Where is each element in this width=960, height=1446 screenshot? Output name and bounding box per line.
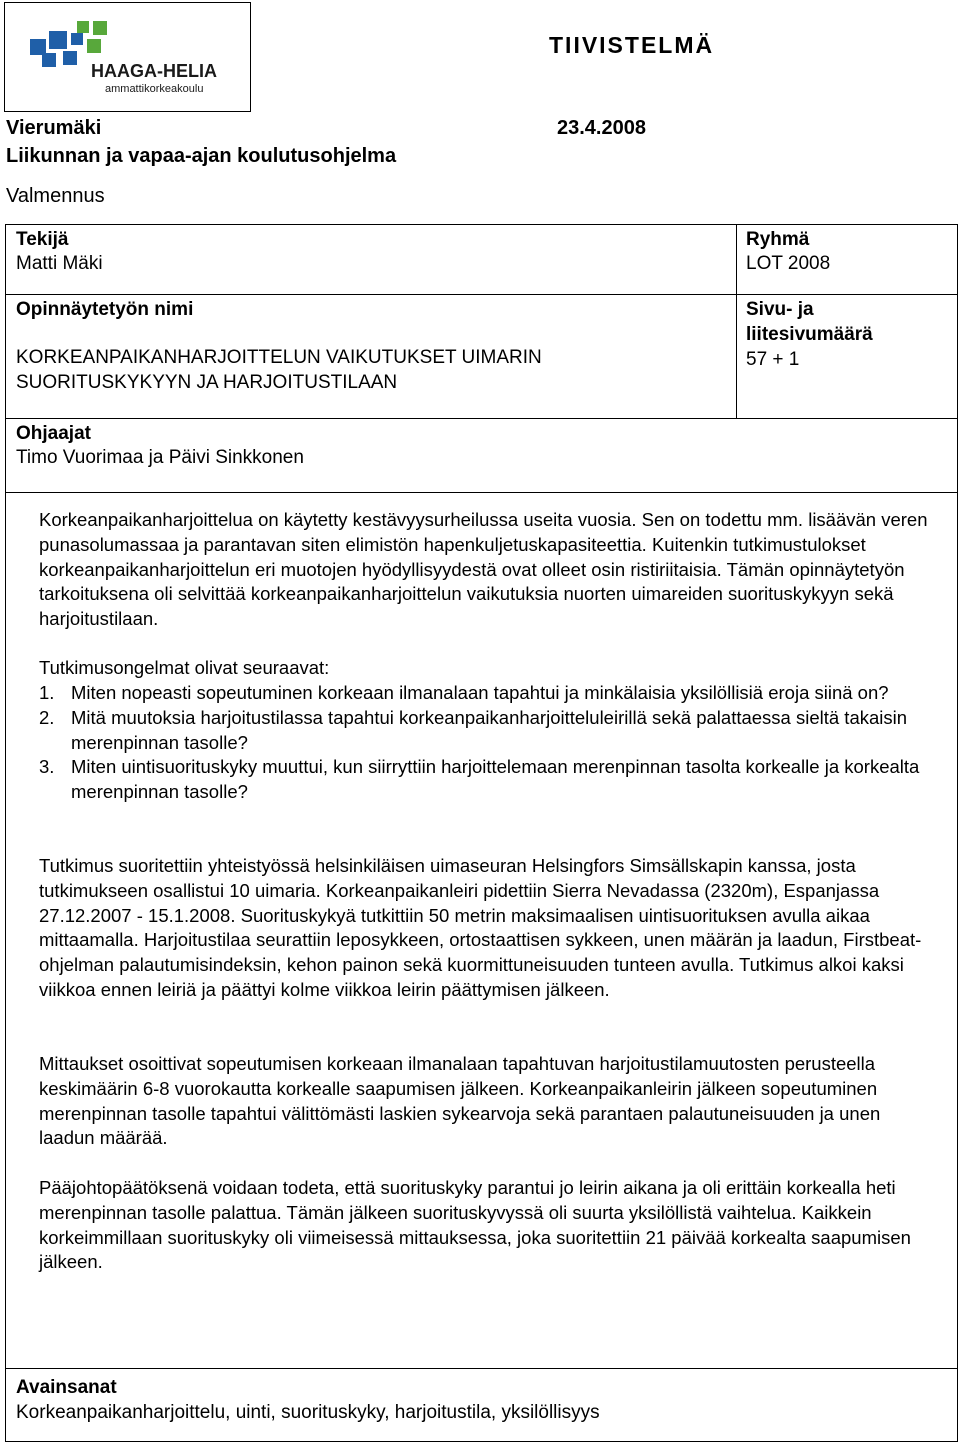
supervisors-value: Timo Vuorimaa ja Päivi Sinkkonen	[16, 447, 304, 468]
table-top-border	[5, 224, 958, 225]
document-type: TIIVISTELMÄ	[549, 32, 715, 58]
list-item-text: Mitä muutoksia harjoitustilassa tapahtui korkeanpaikanharjoitteluleirillä sekä palattaessa sieltä takaisin merenpinnan tasolle?	[71, 706, 908, 753]
degree-programme: Liikunnan ja vapaa-ajan koulutusohjelma	[6, 145, 397, 167]
logo-box	[4, 2, 251, 112]
abstract-paragraph-1: Korkeanpaikanharjoittelua on käytetty kestävyysurheilussa useita vuosia. Sen on todettu mm. lisäävän veren punasolumassaa ja parantavan siten elimistön hapenkuljetuskapasiteettia. Kuitenkin tutkimustulokset korkeanpaikanharjoittelun eri muotojen hyödyllisyydestä ovat olleet osin ristiriitaisia. Tämän opinnäytetyön tarkoituksena oli selvittää korkeanpaikanharjoittelun vaikutuksia nuorten uimareiden suorituskykyyn sekä harjoitustilaan.	[39, 509, 928, 630]
list-item-number: 3.	[39, 756, 55, 778]
abstract-paragraph-4: Pääjohtopäätöksenä voidaan todeta, että suorituskyky parantui jo leirin aikana ja oli erittäin korkealla heti merenpinnan tasolle palattua. Tämän jälkeen suorituskyvyssä oli suurta yksilöllistä vaihtelua. Kaikkein korkeimmillaan suorituskyky oli viimeisessä mittauksessa, joka suoritettiin 21 päivää korkealta saapumisen jälkeen.	[39, 1177, 911, 1273]
list-item-number: 2.	[39, 706, 55, 728]
list-item-number: 1.	[39, 682, 55, 703]
table-bottom-border	[5, 1441, 958, 1442]
keywords-value: Korkeanpaikanharjoittelu, uinti, suorituskyky, harjoitustila, yksilöllisyys	[16, 1402, 600, 1423]
thesis-title-line-2: SUORITUSKYKYYN JA HARJOITUSTILAAN	[16, 372, 398, 393]
table-row-divider-4	[5, 1368, 958, 1369]
pages-value: 57 + 1	[746, 349, 800, 370]
supervisors-label: Ohjaajat	[16, 423, 91, 444]
research-questions-list	[1, 681, 939, 805]
author-value: Matti Mäki	[16, 253, 103, 274]
list-item	[1, 681, 939, 706]
table-right-border	[957, 224, 958, 1442]
list-item	[1, 706, 939, 756]
abstract-paragraph-2: Tutkimus suoritettiin yhteistyössä helsinkiläisen uimaseuran Helsingfors Simsällskapin kanssa, josta tutkimukseen osallistui 10 uimaria. Korkeanpaikanleiri pidettiin Sierra Nevadassa (2320m), Espanjassa 27.12.2007 - 15.1.2008. Suorituskykyä tutkittiin 50 metrin maksimaalisen uintisuorituksen avulla aikaa mittaamalla. Harjoitustilaa seurattiin leposykkeen, ortostaattisen sykkeen, unen määrän ja laadun, Firstbeat- ohjelman palautumisindeksin, kehon painon sekä kuormittuneisuuden tunteen avulla. Tutkimus alkoi kaksi viikkoa ennen leiriä ja päättyi kolme viikkoa leirin päättymisen jälkeen.	[39, 855, 922, 1000]
table-row-divider-1	[5, 294, 958, 295]
list-item	[1, 755, 939, 805]
group-label: Ryhmä	[746, 229, 810, 250]
table-row-divider-2	[5, 418, 958, 419]
author-surname: Vierumäki	[6, 117, 102, 139]
pages-label-line-2: liitesivumäärä	[746, 324, 873, 345]
thesis-title-line-1: KORKEANPAIKANHARJOITTELUN VAIKUTUKSET UIMARIN	[16, 347, 542, 368]
logo-text: HAAGA-HELIA	[91, 61, 217, 81]
table-left-border	[5, 224, 6, 1442]
keywords-label: Avainsanat	[16, 1377, 117, 1398]
group-value: LOT 2008	[746, 253, 831, 274]
logo-subtext: ammattikorkeakoulu	[105, 83, 204, 95]
author-label: Tekijä	[16, 229, 69, 250]
list-item-text: Miten uintisuorituskyky muuttui, kun siirryttiin harjoittelemaan merenpinnan tasolta korkealle ja korkealta merenpinnan tasolle?	[71, 756, 920, 803]
list-item-text: Miten nopeasti sopeutuminen korkeaan ilmanalaan tapahtui ja minkälaisia yksilöllisiä eroja siinä on?	[71, 682, 889, 703]
haaga-helia-logo	[5, 3, 250, 111]
pages-label-line-1: Sivu- ja	[746, 299, 814, 320]
table-row-divider-3	[5, 492, 958, 493]
thesis-title-label: Opinnäytetyön nimi	[16, 299, 194, 320]
document-date: 23.4.2008	[557, 117, 646, 139]
abstract-paragraph-3: Mittaukset osoittivat sopeutumisen korkeaan ilmanalaan tapahtuvan harjoitustilamuutosten perusteella keskimäärin 6-8 vuorokautta korkealle saapumisen jälkeen. Korkeanpaikanleirin jälkeen sopeutuminen merenpinnan tasolle tapahtui välittömästi laskien sykearvoja sekä parantaen palautuneisuuden ja unen laadun määrää.	[39, 1053, 881, 1149]
table-column-divider	[736, 224, 737, 418]
research-questions-intro: Tutkimusongelmat olivat seuraavat:	[39, 657, 330, 678]
orientation: Valmennus	[6, 185, 105, 207]
